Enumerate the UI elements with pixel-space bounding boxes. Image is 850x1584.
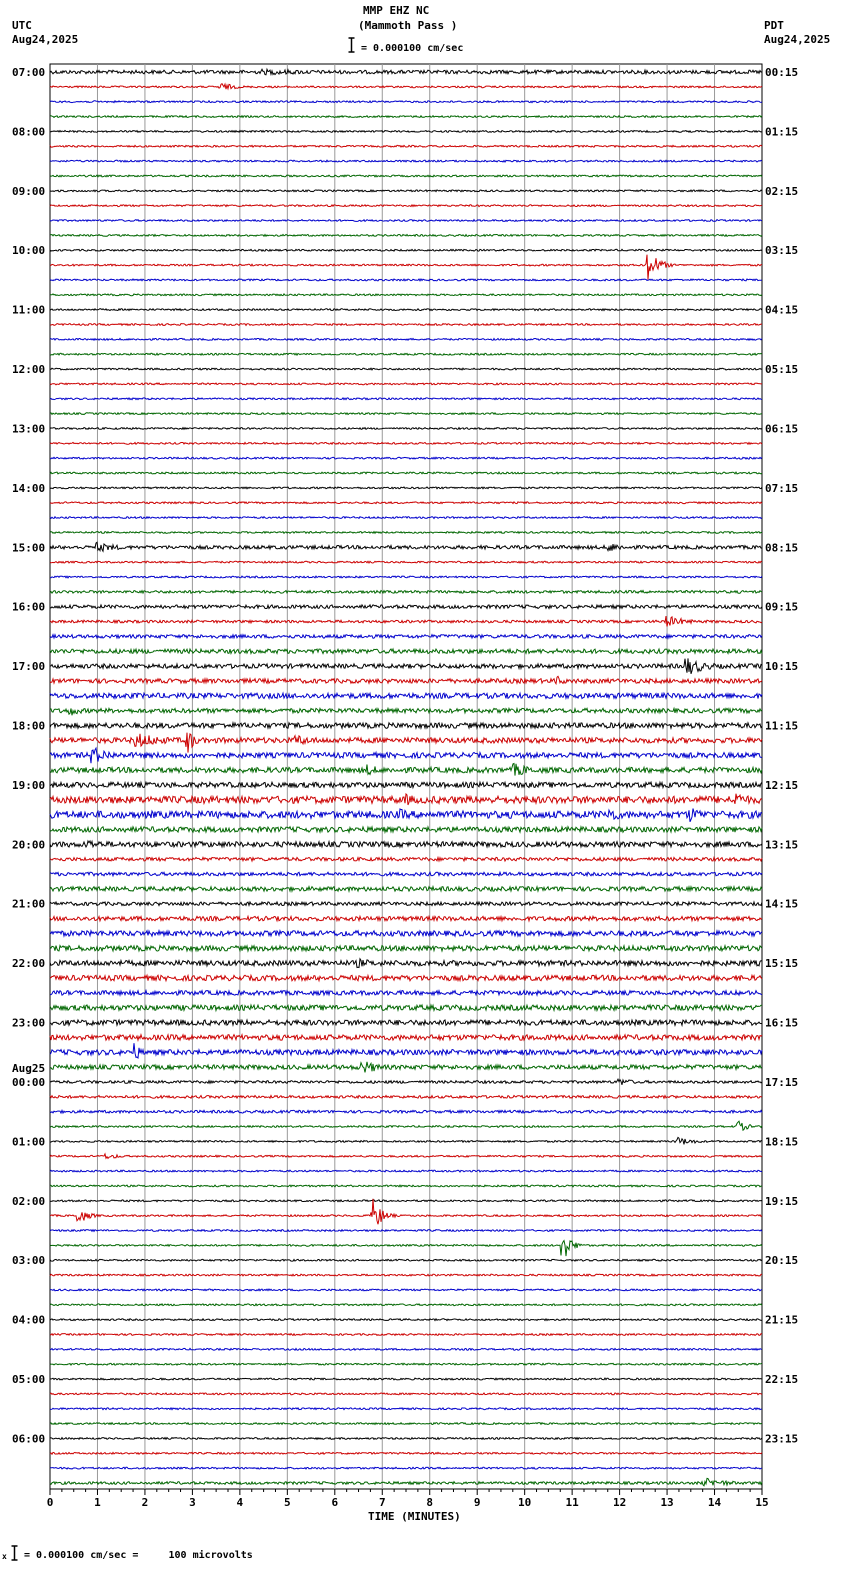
- utc-hour-label: 10:00: [12, 244, 46, 258]
- trace-line: [50, 591, 762, 594]
- trace-line: [50, 101, 762, 103]
- trace-line: [50, 902, 762, 906]
- trace-line: [50, 457, 762, 459]
- trace-line: [50, 1154, 762, 1159]
- pdt-hour-label: 23:15: [765, 1432, 799, 1446]
- trace-line: [50, 991, 762, 996]
- trace-line: [50, 338, 762, 340]
- x-tick-label: 2: [141, 1496, 149, 1509]
- x-tick-label: 4: [236, 1496, 244, 1509]
- footer-scale-text: = 0.000100 cm/sec = 100 microvolts: [24, 1550, 253, 1561]
- trace-line: [50, 190, 762, 192]
- trace-line: [50, 1199, 762, 1225]
- trace-line: [50, 368, 762, 370]
- pdt-hour-label: 00:15: [765, 66, 799, 79]
- trace-line: [50, 1304, 762, 1306]
- trace-line: [50, 383, 762, 385]
- x-axis-title: TIME (MINUTES): [368, 1510, 461, 1523]
- trace-line: [50, 255, 762, 280]
- trace-line: [50, 1170, 762, 1172]
- trace-line: [50, 160, 762, 162]
- trace-line: [50, 353, 762, 355]
- trace-line: [50, 294, 762, 296]
- trace-line: [50, 1363, 762, 1365]
- pdt-hour-label: 05:15: [765, 363, 799, 377]
- pdt-hour-label: 21:15: [765, 1313, 799, 1327]
- trace-line: [50, 487, 762, 489]
- pdt-hour-label: 15:15: [765, 957, 799, 971]
- trace-line: [50, 116, 762, 118]
- pdt-hour-label: 01:15: [765, 125, 799, 139]
- pdt-hour-label: 08:15: [765, 541, 799, 555]
- trace-line: [50, 1043, 762, 1058]
- trace-line: [50, 472, 762, 474]
- trace-line: [50, 794, 762, 805]
- utc-hour-label: 00:00: [12, 1075, 46, 1089]
- trace-line: [50, 428, 762, 430]
- trace-line: [50, 1259, 762, 1261]
- utc-hour-label: 23:00: [12, 1016, 46, 1030]
- trace-line: [50, 782, 762, 787]
- trace-line: [50, 1289, 762, 1291]
- trace-line: [50, 235, 762, 237]
- pdt-hour-label: 03:15: [765, 244, 799, 258]
- trace-line: [50, 635, 762, 639]
- utc-zone-label: UTC: [12, 19, 32, 32]
- utc-date-label: Aug24,2025: [12, 33, 79, 46]
- trace-line: [50, 1062, 762, 1073]
- utc-hour-label: 09:00: [12, 184, 46, 198]
- trace-line: [50, 975, 762, 980]
- trace-line: [50, 279, 762, 281]
- trace-line: [50, 1274, 762, 1276]
- trace-line: [50, 532, 762, 534]
- trace-line: [50, 1121, 762, 1130]
- x-tick-label: 3: [189, 1496, 196, 1509]
- trace-line: [50, 1020, 762, 1025]
- trace-line: [50, 1393, 762, 1395]
- utc-hour-label: 15:00: [12, 541, 46, 555]
- pdt-hour-label: 13:15: [765, 838, 799, 852]
- trace-line: [50, 517, 762, 519]
- utc-date-break-label: Aug25: [12, 1061, 46, 1075]
- x-tick-label: 10: [518, 1496, 532, 1509]
- trace-line: [50, 542, 762, 551]
- trace-line: [50, 84, 762, 89]
- utc-hour-label: 19:00: [12, 778, 46, 792]
- trace-line: [50, 708, 762, 715]
- pdt-hour-label: 19:15: [765, 1194, 799, 1208]
- footer-prefix: x: [2, 1552, 7, 1561]
- utc-hour-label: 05:00: [12, 1373, 46, 1387]
- pdt-hour-label: 10:15: [765, 660, 799, 674]
- trace-line: [50, 1478, 762, 1485]
- utc-hour-label: 17:00: [12, 660, 46, 674]
- trace-line: [50, 916, 762, 920]
- pdt-hour-label: 11:15: [765, 719, 799, 733]
- trace-line: [50, 1137, 762, 1144]
- trace-line: [50, 1452, 762, 1454]
- trace-line: [50, 1467, 762, 1469]
- trace-line: [50, 175, 762, 177]
- trace-line: [50, 723, 762, 728]
- trace-line: [50, 809, 762, 822]
- utc-hour-label: 11:00: [12, 303, 46, 317]
- pdt-hour-label: 04:15: [765, 303, 799, 317]
- utc-hour-label: 18:00: [12, 719, 46, 733]
- trace-line: [50, 605, 762, 609]
- utc-hour-label: 02:00: [12, 1194, 46, 1208]
- trace-line: [50, 561, 762, 563]
- trace-line: [50, 1005, 762, 1010]
- trace-line: [50, 324, 762, 326]
- pdt-hour-label: 17:15: [765, 1075, 799, 1089]
- trace-line: [50, 502, 762, 504]
- pdt-hour-label: 16:15: [765, 1016, 799, 1030]
- trace-line: [50, 1079, 762, 1085]
- trace-line: [50, 748, 762, 763]
- trace-line: [50, 1408, 762, 1410]
- trace-line: [50, 398, 762, 400]
- trace-line: [50, 733, 762, 753]
- trace-line: [50, 1230, 762, 1232]
- station-location: (Mammoth Pass ): [358, 19, 458, 32]
- trace-line: [50, 649, 762, 654]
- trace-line: [50, 1110, 762, 1113]
- x-tick-label: 8: [426, 1496, 434, 1509]
- pdt-zone-label: PDT: [764, 19, 784, 32]
- utc-hour-label: 21:00: [12, 897, 46, 911]
- trace-line: [50, 676, 762, 683]
- trace-line: [50, 131, 762, 133]
- pdt-hour-label: 09:15: [765, 600, 799, 614]
- x-tick-label: 5: [284, 1496, 291, 1509]
- trace-line: [50, 693, 762, 698]
- x-tick-label: 15: [755, 1496, 769, 1509]
- trace-line: [50, 1423, 762, 1425]
- trace-line: [50, 959, 762, 968]
- pdt-hour-label: 20:15: [765, 1254, 799, 1268]
- trace-line: [50, 1200, 762, 1202]
- trace-line: [50, 1035, 762, 1040]
- utc-hour-label: 12:00: [12, 363, 46, 377]
- trace-line: [50, 309, 762, 311]
- pdt-hour-label: 18:15: [765, 1135, 799, 1149]
- trace-line: [50, 69, 762, 75]
- trace-line: [50, 857, 762, 861]
- pdt-hour-label: 14:15: [765, 897, 799, 911]
- utc-hour-label: 01:00: [12, 1135, 46, 1149]
- x-tick-label: 11: [565, 1496, 579, 1509]
- pdt-date-label: Aug24,2025: [764, 33, 831, 46]
- trace-line: [50, 1378, 762, 1380]
- trace-line: [50, 442, 762, 444]
- x-tick-label: 1: [94, 1496, 101, 1509]
- trace-line: [50, 764, 762, 776]
- x-tick-label: 14: [707, 1496, 722, 1509]
- trace-line: [50, 1096, 762, 1099]
- pdt-hour-label: 12:15: [765, 778, 799, 792]
- utc-hour-label: 22:00: [12, 957, 46, 971]
- trace-line: [50, 1348, 762, 1350]
- scale-text: = 0.000100 cm/sec: [361, 43, 464, 54]
- utc-hour-label: 04:00: [12, 1313, 46, 1327]
- x-tick-label: 0: [46, 1496, 54, 1509]
- utc-hour-label: 13:00: [12, 422, 46, 436]
- station-title: MMP EHZ NC: [363, 4, 430, 17]
- trace-line: [50, 413, 762, 415]
- utc-hour-label: 03:00: [12, 1254, 46, 1268]
- pdt-hour-label: 02:15: [765, 184, 799, 198]
- utc-hour-label: 14:00: [12, 481, 46, 495]
- trace-line: [50, 872, 762, 876]
- trace-line: [50, 1185, 762, 1187]
- trace-line: [50, 576, 762, 578]
- trace-line: [50, 249, 762, 251]
- trace-line: [50, 220, 762, 222]
- trace-line: [50, 1241, 762, 1257]
- x-tick-label: 9: [473, 1496, 481, 1509]
- trace-line: [50, 946, 762, 951]
- trace-line: [50, 1334, 762, 1336]
- trace-line: [50, 931, 762, 936]
- trace-line: [50, 205, 762, 207]
- trace-line: [50, 827, 762, 832]
- x-tick-label: 12: [612, 1496, 627, 1509]
- trace-line: [50, 658, 762, 673]
- footer-scale-bar-icon: [11, 1545, 18, 1561]
- pdt-hour-label: 06:15: [765, 422, 799, 436]
- x-tick-label: 13: [660, 1496, 674, 1509]
- trace-line: [50, 887, 762, 892]
- pdt-hour-label: 07:15: [765, 481, 799, 495]
- x-tick-label: 7: [378, 1496, 386, 1509]
- utc-hour-label: 06:00: [12, 1432, 46, 1446]
- utc-hour-label: 20:00: [12, 838, 46, 852]
- utc-hour-label: 08:00: [12, 125, 46, 139]
- trace-line: [50, 1319, 762, 1321]
- trace-line: [50, 841, 762, 847]
- trace-line: [50, 616, 762, 626]
- pdt-hour-label: 22:15: [765, 1373, 799, 1387]
- trace-line: [50, 145, 762, 147]
- trace-line: [50, 1438, 762, 1440]
- utc-hour-label: 16:00: [12, 600, 46, 614]
- x-tick-label: 6: [331, 1496, 339, 1509]
- utc-hour-label: 07:00: [12, 66, 46, 79]
